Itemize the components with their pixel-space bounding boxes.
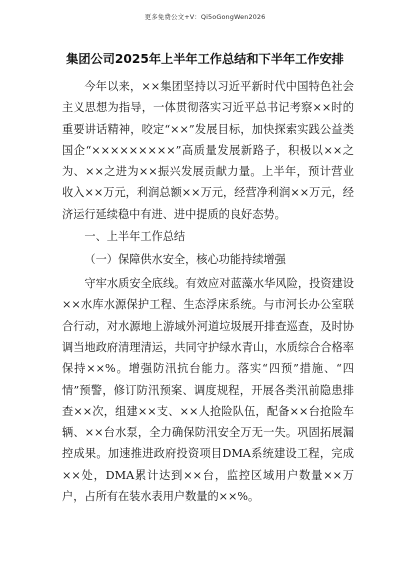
header-note: 更多免费公文+V：Qi5oGongWen2026 xyxy=(144,13,266,21)
body-paragraph: 守牢水质安全底线。有效应对蓝藻水华风险，投资建设××水库水源保护工程、生态浮床系统。与市河长办公室联合行动，对水源地上游域外河道垃圾展开排查巡查，及时协调当地政府清理清运，共同守护绿水青山，水质综合合格率保持××%。增强防汛抗台能力。落实“四预”措施、“四情”预警，修订防汛预案、调度规程，开展各类汛前隐患排查××次，组建××支、××人抢险队伍，配备××台抢险车辆、××台水泵，全力确保防汛安全万无一失。巩固拓展漏控成果。加速推进政府投资项目DMA系统建设工程，完成××处，DMA累计达到××台，监控区域用户数量××万户，占所有在装水表用户数量的××%。 xyxy=(62,277,354,504)
intro-paragraph: 今年以来，××集团坚持以习近平新时代中国特色社会主义思想为指导，一体贯彻落实习近平总书记考察××时的重要讲话精神，咬定“××”发展目标，加快探索实践公益类国企“×××××××××”高质量发展新路子，积极以××之为、××之进为××振兴发展贡献力量。上半年，预计营业收入××万元，利润总额××万元，经营净利润××万元，经济运行延续稳中有进、进中提质的良好态势。 xyxy=(62,80,354,221)
subsection-heading: （一）保障供水安全，核心功能持续增强 xyxy=(84,253,286,267)
document-title: 集团公司2025年上半年工作总结和下半年工作安排 xyxy=(66,52,344,66)
section-heading: 一、上半年工作总结 xyxy=(84,230,186,244)
document-body xyxy=(62,76,354,507)
